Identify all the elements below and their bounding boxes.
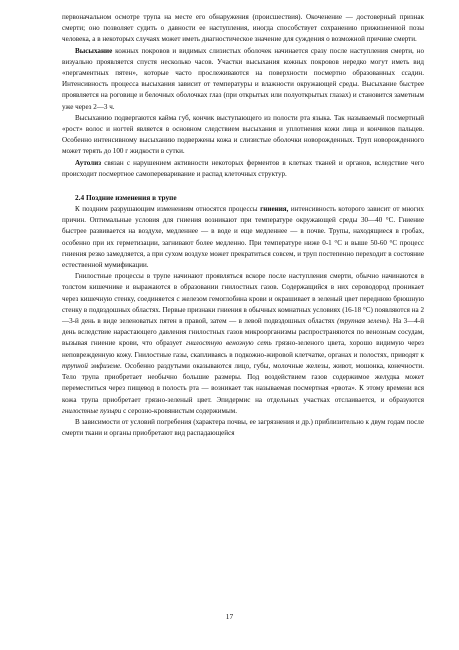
- paragraph-text: кожных покровов и видимых слизистых оболочек начинается сразу после наступления смерти, но визуально проявляется спустя несколько часов. Участки высыхания кожных покровов нередко могут иметь вид «пергаментных пятен», которые часто прослеживаются на поверхности посмертно образованных ссадин. Интенсивность процесса высыхания зависит от температуры и влажности окружающей среды. Высыхание быстрее проявляется на роговице и белочных оболочках глаз (при открытых или полуоткрытых глазах) и становится заметным уже через 2—3 ч.: [62, 46, 424, 111]
- paragraph-putrefaction: [62, 204, 424, 271]
- term-putrefactive-blisters: гнилостные пузыри: [62, 406, 122, 415]
- term-putrefaction: гниения,: [260, 205, 289, 214]
- paragraph-text: грязно-зеленого цвета, хорошо видимую через неповрежденную кожу. Гнилостные газы, скапливаясь в подкожно-жировой клетчатке, органах и полостях, приводят к: [62, 339, 424, 359]
- term-autolysis: Аутолиз: [75, 158, 102, 167]
- section-heading: 2.4 Поздние изменения в трупе: [75, 193, 177, 203]
- paragraph-text: Гнилостные процессы в трупе начинают проявляться вскоре после наступления смерти, обычно начинаются в толстом кишечнике и выражаются в образовании гнилостных газов. Содержащийся в них сероводород проникает через кишечную стенку, соединяется с железом гемоглобина крови и окрашивает в зеленый цвет переднюю брюшную стенку в подвздошных областях. Первые признаки гниения в обычных комнатных условиях (16-18 °С) появляются на 2—3-й день в виде зеленоватых пятен в правой, затем — в левой подвздошных областях: [62, 272, 424, 326]
- paragraph-autolysis: [62, 158, 424, 180]
- term-venous-network: гнилостную венозную сеть: [185, 339, 272, 348]
- paragraph-putrefactive-processes: [62, 271, 424, 417]
- paragraph-text: В зависимости от условий погребения (характера почвы, ее загрязнения и др.) приблизительно к двум годам после смерти ткани и органы приобретают вид распадающейся: [62, 417, 424, 438]
- page-body: [62, 12, 424, 439]
- paragraph-text: К поздним разрушающим изменениям относятся процессы: [75, 205, 261, 214]
- paragraph-text: первоначальном осмотре трупа на месте его обнаружения (происшествия). Окоченение — достоверный признак смерти; оно позволяет судить о давности ее наступления, иногда способствует сохранению прижизненной позы человека, а в некоторых случаях может иметь диагностическое значение для суждения о возможной причине смерти.: [62, 13, 424, 44]
- term-cadaveric-green: (трупная зелень).: [337, 317, 391, 326]
- paragraph-text: с серозно-кровянистым содержимым.: [121, 406, 237, 415]
- term-drying: Высыхание: [75, 46, 113, 55]
- paragraph-text: интенсивность которого зависит от многих причин. Оптимальные условия для гниения возникают при температуре окружающей среды 30—40 °С. Гниение быстрее развивается на воздухе, медленнее — в воде и еще медленнее — в почве. Трупы, находящиеся в гробах, особенно при их герметизации, загнивают более медленно. При температуре ниже 0-1 °С и выше 50-60 °С процесс гниения резко замедляется, а при сухом воздухе может прекратиться совсем, и труп постепенно переходит в состояние естественной мумификации.: [62, 205, 424, 270]
- paragraph-drying-lips: [62, 113, 424, 158]
- page-number: 17: [225, 612, 234, 621]
- paragraph-rigor-mortis: [62, 12, 424, 46]
- paragraph-drying: [62, 46, 424, 113]
- paragraph-text: связан с нарушением активности некоторых ферментов в клетках тканей и органов, вследствие чего происходит посмертное самопереваривание и распад клеточных структур.: [62, 158, 424, 178]
- paragraph-text: Высыханию подвергаются кайма губ, кончик выступающего из полости рта языка. Так называемый посмертный «рост» волос и ногтей является в основном следствием высыхания и уплотнения кожи лица и кончиков пальцев. Особенно интенсивному высыханию подвержены кожа и слизистые оболочки новорожденных. Труп новорожденного может терять до 100 г жидкости в сутки.: [62, 113, 424, 156]
- term-emphysema: трупной эмфиземе.: [62, 361, 122, 370]
- paragraph-text: Особенно раздутыми оказываются лицо, губы, молочные железы, живот, мошонка, конечности. Тело трупа приобретает необычно большие размеры. Под воздействием газов содержимое желудка может переместиться через пищевод в полость рта — возникает так называемая посмертная «рвота». К этому времени вся кожа трупа приобретает грязно-зеленый цвет. Эпидермис на отдельных участках отслаивается, и образуются: [62, 361, 424, 404]
- paragraph-burial-conditions: [62, 417, 424, 439]
- paragraph-text: На 3—4-й день вследствие нарастающего давления гнилостных газов микроорганизмы распространяются по венозным сосудам, вызывая гниение крови, что образует: [62, 317, 425, 348]
